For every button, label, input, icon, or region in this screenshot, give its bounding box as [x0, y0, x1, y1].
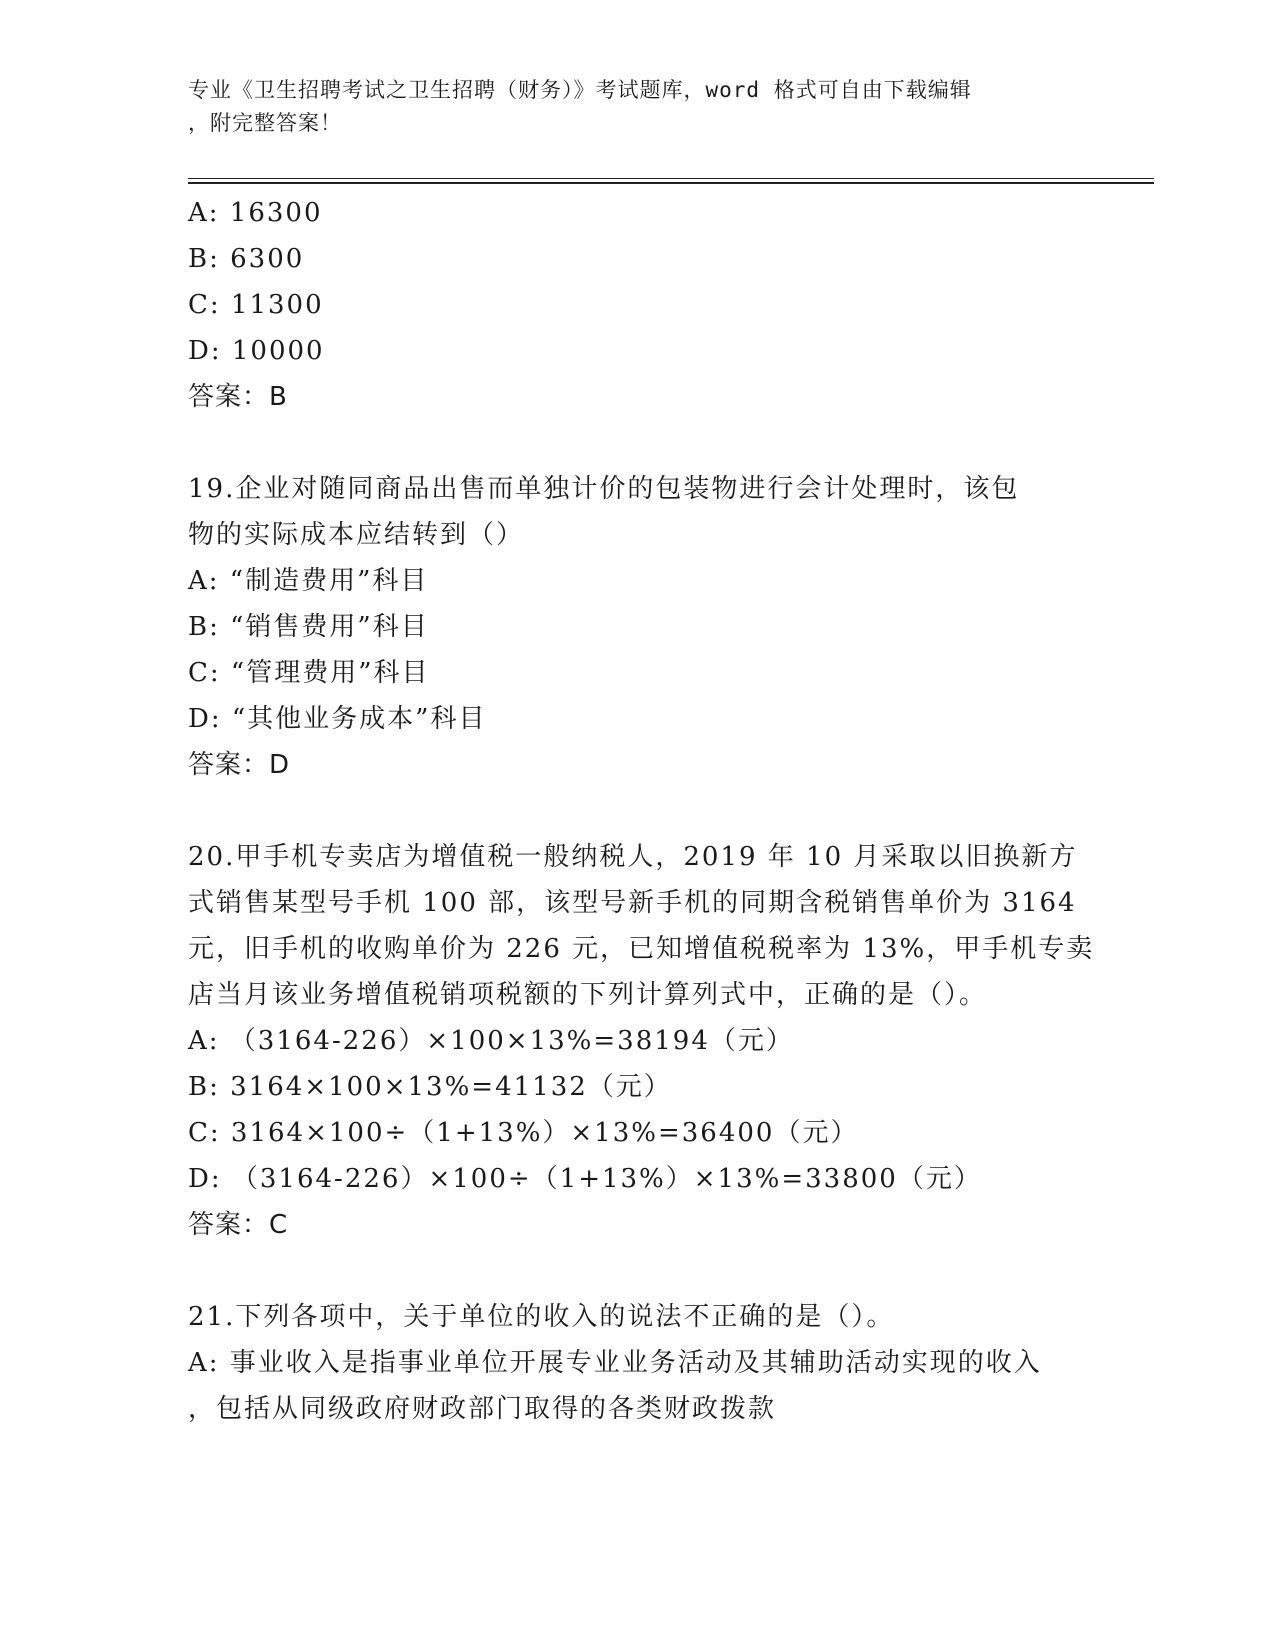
option-c: C: “管理费用”科目 — [188, 658, 430, 688]
question-21 — [188, 1294, 1088, 1432]
answer-label: 答案：C — [188, 1210, 289, 1240]
header-divider-thin — [188, 178, 1154, 179]
question-stem-line: 20.甲手机专卖店为增值税一般纳税人，2019 年 10 月采取以旧换新方 — [188, 842, 1078, 872]
option-b: B: 6300 — [188, 244, 305, 274]
question-stem-line: 19.企业对随同商品出售而单独计价的包装物进行会计处理时，该包 — [188, 474, 1020, 504]
option-b: B: 3164×100×13%=41132（元） — [188, 1072, 672, 1102]
option-a: A: （3164-226）×100×13%=38194（元） — [188, 1026, 794, 1056]
answer-label: 答案：B — [188, 382, 288, 412]
spacer — [188, 420, 1088, 466]
question-stem-line: 店当月该业务增值税销项税额的下列计算列式中，正确的是（）。 — [188, 980, 988, 1010]
option-a-continued: ，包括从同级政府财政部门取得的各类财政拨款 — [188, 1394, 777, 1424]
question-19 — [188, 466, 1088, 788]
option-d: D: 10000 — [188, 336, 325, 366]
option-d: D: “其他业务成本”科目 — [188, 704, 487, 734]
option-b: B: “销售费用”科目 — [188, 612, 429, 642]
answer-label: 答案：D — [188, 750, 291, 780]
spacer — [188, 788, 1088, 834]
option-a: A: 16300 — [188, 198, 323, 228]
option-d: D: （3164-226）×100÷（1+13%）×13%=33800（元） — [188, 1164, 982, 1194]
header-line-2: ，附完整答案！ — [188, 111, 342, 135]
header-divider-thick — [188, 182, 1154, 184]
question-stem-line: 式销售某型号手机 100 部，该型号新手机的同期含税销售单价为 3164 — [188, 888, 1077, 918]
option-c: C: 11300 — [188, 290, 324, 320]
option-a: A: “制造费用”科目 — [188, 566, 429, 596]
question-20 — [188, 834, 1095, 1248]
question-list — [188, 190, 1095, 1432]
question-stem-line: 21.下列各项中，关于单位的收入的说法不正确的是（）。 — [188, 1302, 895, 1332]
question-18 — [188, 190, 1088, 420]
header-line-1: 专业《卫生招聘考试之卫生招聘（财务）》考试题库，word 格式可自由下载编辑 — [188, 78, 972, 102]
question-stem-line: 元，旧手机的收购单价为 226 元，已知增值税税率为 13%，甲手机专卖 — [188, 934, 1095, 964]
option-a: A: 事业收入是指事业单位开展专业业务活动及其辅助活动实现的收入 — [188, 1348, 1042, 1378]
option-c: C: 3164×100÷（1+13%）×13%=36400（元） — [188, 1118, 859, 1148]
question-stem-line: 物的实际成本应结转到（） — [188, 520, 525, 550]
document-header — [188, 74, 1068, 140]
spacer — [188, 1248, 1088, 1294]
